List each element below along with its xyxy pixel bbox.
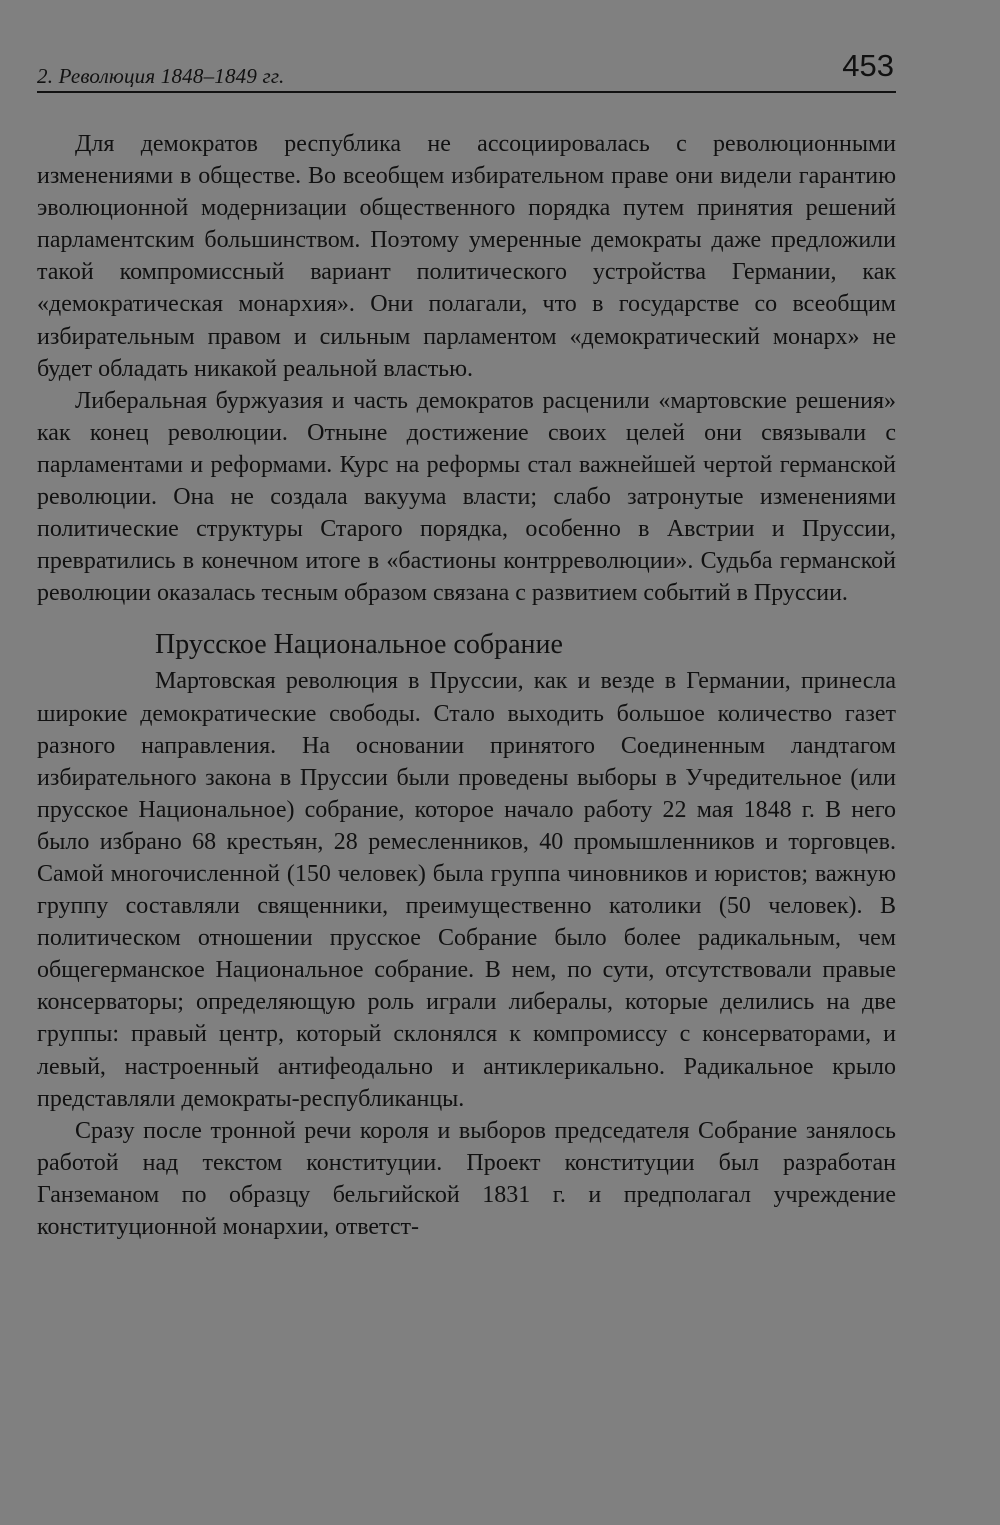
paragraph: Сразу после тронной речи короля и выборов председателя Собрание занялось работой над текстом конституции. Проект конституции был разработан Ганземаном по образцу бельгийской 1831 г. и предполагал учреждение конституционной монархии, ответст- — [37, 1117, 896, 1240]
book-page — [37, 40, 896, 1243]
paragraph: Либеральная буржуазия и часть демократов расценили «мартовские решения» как конец революции. Отныне достижение своих целей они связывали с парламентами и реформами. Курс на реформы стал важнейшей чертой германской революции. Она не создала вакуума власти; слабо затронутые изменениями политические структуры Старого порядка, особенно в Австрии и Пруссии, превратились в конечном итоге в «бастионы контрреволюции». Судьба германской революции оказалась тесным образом связана с развитием событий в Пруссии. — [37, 387, 896, 607]
body-text — [37, 128, 896, 1243]
running-header — [37, 40, 896, 92]
paragraph: Для демократов республика не ассоциировалась с революционными изменениями в обществе. Во всеобщем избирательном праве они видели гарантию эволюционной модернизации общественного порядка путем принятия решений парламентским большинством. Поэтому умеренные демократы даже предложили такой компромиссный вариант политического устройства Германии, как «демократическая монархия». Они полагали, что в государстве со всеобщим избирательным правом и сильным парламентом «демократический монарх» не будет обладать никакой реальной властью. — [37, 131, 896, 382]
page-number: 453 — [842, 48, 894, 83]
section-heading: Прусское Национальное собрание — [155, 629, 563, 661]
header-rule — [37, 91, 896, 93]
paragraph: Мартовская революция в Пруссии, как и везде в Германии, принесла широкие демократические свободы. Стало выходить большое количество газет разного направления. На основании принятого Соединенным ландтагом избирательного закона в Пруссии были проведены выборы в Учредительное (или прусское Национальное) собрание, которое начало работу 22 мая 1848 г. В него было избрано 68 крестьян, 28 ремесленников, 40 промышленников и торговцев. Самой многочисленной (150 человек) была группа чиновников и юристов; важную группу составляли священники, преимущественно католики (50 человек). В политическом отношении прусское Собрание было более радикальным, чем общегерманское Национальное собрание. В нем, по сути, отсутствовали правые консерваторы; определяющую роль играли либералы, которые делились на две группы: правый центр, который склонялся к компромиссу с консерваторами, и левый, настроенный антифеодально и антиклерикально. Радикальное крыло представляли демократы-республиканцы. — [37, 668, 896, 1112]
chapter-title: 2. Революция 1848–1849 гг. — [37, 64, 285, 88]
